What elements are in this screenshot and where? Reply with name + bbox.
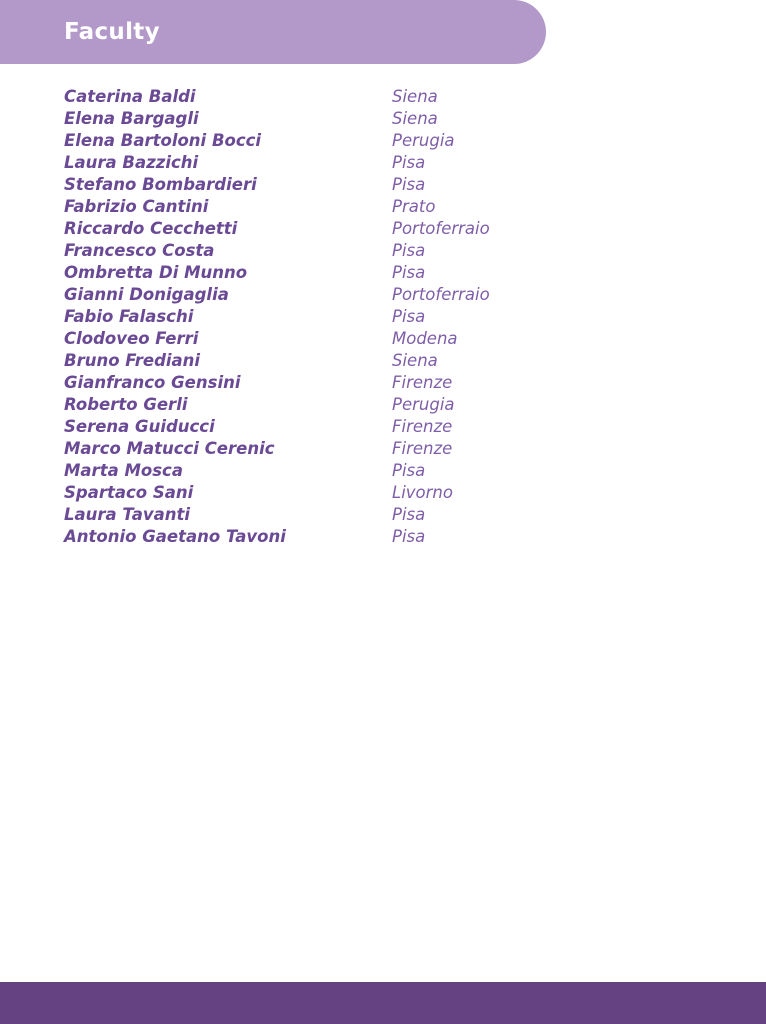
faculty-name: Antonio Gaetano Tavoni	[64, 526, 286, 546]
faculty-name: Laura Bazzichi	[64, 152, 199, 172]
faculty-city: Pisa	[392, 262, 426, 282]
faculty-city: Portoferraio	[392, 218, 490, 238]
faculty-name: Roberto Gerli	[64, 394, 188, 414]
faculty-city: Siena	[392, 86, 438, 106]
header-banner	[0, 0, 546, 64]
faculty-list	[64, 85, 564, 547]
faculty-name: Elena Bartoloni Bocci	[64, 130, 262, 150]
faculty-row	[64, 393, 564, 415]
faculty-city: Firenze	[392, 416, 453, 436]
faculty-name: Gianni Donigaglia	[64, 284, 229, 304]
faculty-row	[64, 195, 564, 217]
faculty-name: Clodoveo Ferri	[64, 328, 199, 348]
faculty-name: Francesco Costa	[64, 240, 215, 260]
faculty-row	[64, 239, 564, 261]
faculty-row	[64, 525, 564, 547]
faculty-name: Laura Tavanti	[64, 504, 191, 524]
faculty-name: Fabrizio Cantini	[64, 196, 209, 216]
faculty-name: Gianfranco Gensini	[64, 372, 241, 392]
faculty-name: Riccardo Cecchetti	[64, 218, 238, 238]
faculty-row	[64, 151, 564, 173]
faculty-row	[64, 283, 564, 305]
faculty-row	[64, 349, 564, 371]
faculty-city: Perugia	[392, 130, 455, 150]
faculty-name: Marta Mosca	[64, 460, 183, 480]
faculty-name: Serena Guiducci	[64, 416, 215, 436]
faculty-city: Firenze	[392, 372, 453, 392]
faculty-row	[64, 459, 564, 481]
faculty-city: Modena	[392, 328, 458, 348]
faculty-row	[64, 327, 564, 349]
faculty-name: Elena Bargagli	[64, 108, 199, 128]
faculty-row	[64, 217, 564, 239]
faculty-row	[64, 481, 564, 503]
faculty-city: Firenze	[392, 438, 453, 458]
faculty-row	[64, 261, 564, 283]
faculty-name: Ombretta Di Munno	[64, 262, 248, 282]
faculty-city: Prato	[392, 196, 436, 216]
faculty-city: Pisa	[392, 152, 426, 172]
faculty-row	[64, 129, 564, 151]
faculty-city: Perugia	[392, 394, 455, 414]
faculty-name: Bruno Frediani	[64, 350, 201, 370]
faculty-row	[64, 415, 564, 437]
faculty-city: Portoferraio	[392, 284, 490, 304]
footer-bar	[0, 982, 766, 1024]
faculty-row	[64, 437, 564, 459]
faculty-row	[64, 503, 564, 525]
faculty-row	[64, 305, 564, 327]
faculty-city: Siena	[392, 350, 438, 370]
faculty-city: Siena	[392, 108, 438, 128]
faculty-city: Pisa	[392, 240, 426, 260]
faculty-row	[64, 107, 564, 129]
faculty-city: Pisa	[392, 174, 426, 194]
faculty-city: Pisa	[392, 306, 426, 326]
faculty-city: Pisa	[392, 460, 426, 480]
faculty-name: Marco Matucci Cerenic	[64, 438, 275, 458]
faculty-city: Livorno	[392, 482, 453, 502]
faculty-name: Spartaco Sani	[64, 482, 194, 502]
page-title: Faculty	[64, 19, 160, 45]
faculty-name: Stefano Bombardieri	[64, 174, 257, 194]
faculty-city: Pisa	[392, 504, 426, 524]
faculty-city: Pisa	[392, 526, 426, 546]
faculty-row	[64, 371, 564, 393]
faculty-name: Fabio Falaschi	[64, 306, 194, 326]
faculty-row	[64, 85, 564, 107]
faculty-name: Caterina Baldi	[64, 86, 196, 106]
faculty-row	[64, 173, 564, 195]
